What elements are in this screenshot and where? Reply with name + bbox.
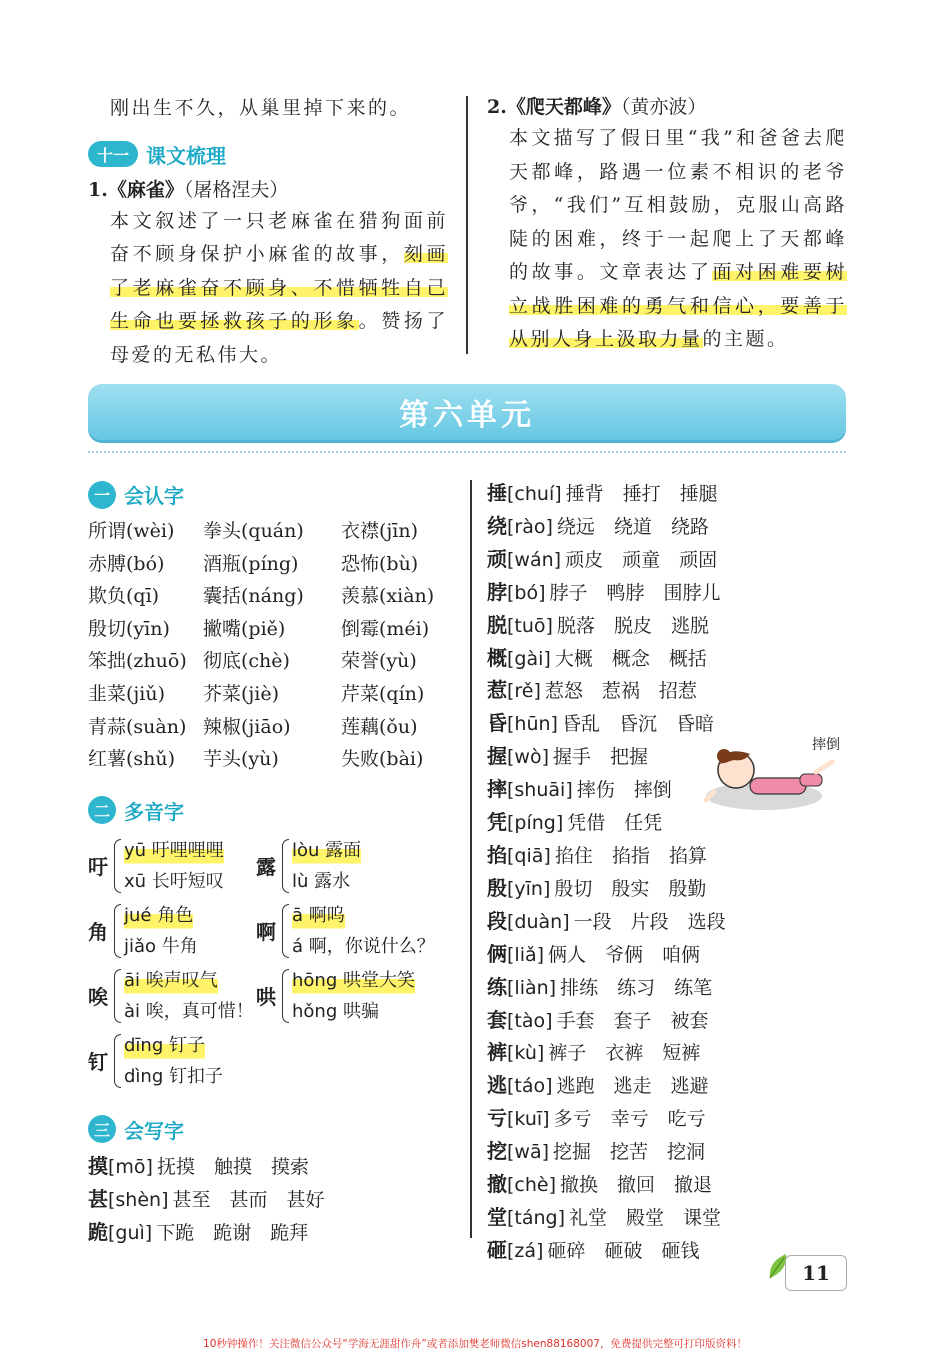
recognize-word: 所谓(wèi) (88, 520, 175, 542)
poly-reading-1: yū 吁哩哩哩 (124, 835, 224, 866)
vocab-pinyin: [liàn] (507, 976, 557, 999)
footer-notice: 10秒钟操作！关注微信公众号“学海无涯甜作舟”或者添加樊老师微信shen88168007，免费提供完整可打印版资料！ (203, 1338, 747, 1350)
vocab-pinyin: [chè] (507, 1174, 557, 1197)
recognize-word: 欺负(qī) (88, 585, 160, 608)
vocab-words: 多亏 幸亏 吃亏 (553, 1108, 706, 1131)
polyphonic-group (88, 965, 254, 1027)
poly-reading-1: lòu 露面 (292, 835, 361, 866)
poly-reading-2: lù 露水 (292, 870, 351, 892)
section-11-badge: 十一 (88, 141, 138, 167)
recognize-word: 韭菜(jiǔ) (88, 682, 166, 705)
recognize-word: 赤膊(bó) (88, 552, 165, 575)
poly-reading-2: ài 唉，真可惜！ (124, 1000, 254, 1022)
vocab-words: 捶背 捶打 捶腿 (565, 483, 718, 505)
vocab-pinyin: [duàn] (507, 910, 570, 933)
polyphonic-badge: 二 (88, 796, 116, 824)
dotted-divider (88, 451, 846, 453)
polyphonic-group (256, 900, 435, 962)
vocab-char: 砸 (487, 1237, 507, 1262)
vocab-char: 脖 (487, 579, 507, 604)
vocab-row (487, 1136, 847, 1169)
top-right-column (487, 92, 847, 357)
section-11-title: 课文梳理 (146, 143, 226, 168)
poly-reading-1: hōng 哄堂大笑 (292, 965, 415, 996)
intro-text: 刚出生不久，从巢里掉下来的。 (110, 97, 412, 119)
recognize-word: 殷切(yīn) (88, 617, 170, 640)
vocab-row (487, 478, 847, 511)
poly-char: 吁 (88, 855, 108, 880)
vocab-char: 捶 (487, 481, 507, 505)
vocab-char: 逃 (487, 1073, 507, 1098)
vocab-pinyin: [liǎ] (507, 943, 545, 966)
vocab-words: 甚至 甚而 甚好 (172, 1188, 325, 1211)
vocab-row (487, 1103, 847, 1136)
vocab-char: 跪 (88, 1219, 108, 1244)
vocab-char: 段 (487, 908, 507, 933)
poly-reading-1: jué 角色 (124, 900, 193, 931)
polyphonic-header (88, 796, 458, 825)
unit-title: 第六单元 (399, 398, 535, 433)
recognize-word: 芹菜(qín) (341, 682, 425, 705)
recognize-word: 衣襟(jīn) (341, 520, 419, 542)
unit-banner (88, 384, 846, 440)
vocab-pinyin: [táo] (507, 1075, 553, 1098)
vocab-row (487, 840, 847, 873)
recognize-word: 撇嘴(piě) (203, 617, 286, 640)
item1-text-2: 。赞扬了母爱的无私伟大。 (110, 310, 448, 366)
vocab-char: 挖 (487, 1139, 507, 1164)
vocab-row (487, 873, 847, 906)
vocab-words: 脖子 鸭脖 围脖儿 (549, 581, 721, 604)
vocab-pinyin: [táng] (507, 1206, 566, 1229)
vocab-pinyin: [wán] (507, 548, 562, 571)
recognize-word: 辣椒(jiāo) (203, 715, 291, 738)
recognize-badge: 一 (88, 481, 116, 509)
brace (282, 839, 289, 893)
item2-text-2: 的主题。 (702, 328, 789, 350)
vocab-words: 抚摸 触摸 摸索 (156, 1155, 309, 1178)
vocab-char: 裤 (487, 1040, 507, 1065)
polyphonic-title: 多音字 (124, 799, 184, 824)
vocab-char: 顽 (487, 546, 507, 571)
recognize-title: 会认字 (124, 484, 184, 508)
vocab-row (487, 1169, 847, 1202)
brace (114, 1034, 121, 1088)
recognize-word: 荣誉(yù) (341, 650, 417, 673)
vocab-words: 昏乱 昏沉 昏暗 (561, 713, 714, 736)
poly-reading-2: á 啊，你说什么？ (292, 935, 435, 957)
vocab-row (487, 610, 847, 643)
poly-reading-2: dìng 钉扣子 (124, 1065, 223, 1087)
vocab-pinyin: [rě] (507, 680, 541, 703)
vocab-char: 绕 (487, 513, 507, 538)
recognize-word: 红薯(shǔ) (88, 748, 176, 771)
write-title: 会写字 (124, 1118, 184, 1143)
vocab-pinyin: [píng] (507, 812, 564, 835)
vocab-char: 凭 (487, 810, 507, 835)
vocab-pinyin: [shuāi] (507, 779, 573, 802)
recognize-word: 芥菜(jiè) (203, 682, 280, 705)
polyphonic-group (88, 1030, 223, 1092)
recognize-word: 笨拙(zhuō) (88, 650, 187, 673)
vocab-char: 练 (487, 974, 507, 999)
section-11-header (88, 140, 448, 169)
recognize-grid (88, 517, 458, 774)
vocab-pinyin: [yīn] (507, 877, 551, 900)
vocab-words: 礼堂 殿堂 课堂 (569, 1206, 722, 1229)
poly-reading-2: jiǎo 牛角 (124, 935, 198, 957)
vocab-char: 甚 (88, 1186, 108, 1211)
poly-reading-1: āi 唉声叹气 (124, 965, 218, 996)
lower-right-column (487, 478, 847, 1268)
vocab-pinyin: [wā] (507, 1141, 550, 1164)
vocab-row (487, 906, 847, 939)
vocab-row (487, 675, 847, 708)
poly-char: 啊 (256, 920, 276, 945)
top-column-divider (466, 96, 468, 354)
vocab-pinyin: [zá] (507, 1239, 544, 1262)
vocab-words: 惹怒 惹祸 招惹 (544, 680, 697, 703)
brace (282, 904, 289, 958)
poly-reading-1: dīng 钉子 (124, 1030, 205, 1061)
vocab-char: 殷 (487, 875, 507, 900)
vocab-char: 握 (487, 744, 507, 769)
vocab-words: 凭借 任凭 (567, 812, 663, 835)
vocab-words: 掐住 掐指 掐算 (554, 844, 707, 867)
brace (282, 969, 289, 1023)
vocab-words: 大概 概念 概括 (554, 647, 707, 670)
vocab-pinyin: [wò] (507, 746, 549, 769)
vocab-row (487, 511, 847, 544)
item2-text-1: 本文描写了假日里“我”和爸爸去爬天都峰，路遇一位素不相识的老爷爷，“我们”互相鼓励，克服山高路陡的困难，终于一起爬上了天都峰的故事。文章表达了 (509, 127, 847, 283)
vocab-char: 掐 (487, 842, 507, 867)
recognize-word: 芋头(yù) (203, 748, 279, 771)
vocab-char: 摔 (487, 777, 507, 802)
poly-reading-1: ā 啊呜 (292, 900, 345, 931)
vocab-words: 脱落 脱皮 逃脱 (556, 614, 709, 637)
vocab-pinyin: [gài] (507, 647, 551, 670)
write-list-left (88, 1150, 458, 1249)
recognize-word: 酒瓶(píng) (203, 552, 299, 575)
page-number: 11 (785, 1255, 847, 1291)
vocab-words: 逃跑 逃走 逃避 (556, 1075, 709, 1098)
brace (114, 839, 121, 893)
vocab-char: 摸 (88, 1153, 108, 1178)
top-left-column (88, 92, 448, 372)
recognize-word: 倒霉(méi) (341, 617, 430, 640)
write-badge: 三 (88, 1115, 116, 1143)
vocab-words: 顽皮 顽童 顽固 (565, 548, 718, 571)
recognize-word: 莲藕(ǒu) (341, 715, 418, 738)
vocab-char: 堂 (487, 1204, 507, 1229)
item2-num: 2. (487, 96, 507, 118)
polyphonic-group (256, 835, 361, 897)
item2-summary (487, 122, 847, 357)
vocab-char: 惹 (487, 678, 507, 703)
item1-author: （屠格涅夫） (183, 178, 289, 201)
vocab-words: 手套 套子 被套 (556, 1009, 709, 1032)
poly-reading-2: hǒng 哄骗 (292, 1000, 379, 1022)
vocab-pinyin: [guì] (108, 1221, 153, 1244)
vocab-row (88, 1183, 458, 1216)
poly-char: 露 (256, 855, 276, 880)
polyphonic-group (256, 965, 415, 1027)
vocab-row (487, 939, 847, 972)
vocab-pinyin: [hūn] (507, 713, 558, 736)
poly-char: 哄 (256, 985, 276, 1010)
vocab-char: 套 (487, 1007, 507, 1032)
vocab-char: 概 (487, 645, 507, 670)
vocab-pinyin: [chuí] (507, 483, 562, 505)
polyphonic-block (88, 835, 458, 1105)
vocab-pinyin: [shèn] (108, 1188, 169, 1211)
vocab-row (487, 1037, 847, 1070)
polyphonic-group (88, 835, 224, 897)
vocab-words: 一段 片段 选段 (573, 910, 726, 933)
recognize-word: 恐怖(bù) (341, 552, 419, 575)
item1-summary (88, 205, 448, 373)
vocab-words: 绕远 绕道 绕路 (556, 515, 709, 538)
vocab-row (88, 1216, 458, 1249)
vocab-row (88, 1150, 458, 1183)
lower-left-column (88, 480, 458, 1249)
polyphonic-group (88, 900, 198, 962)
vocab-words: 握手 把握 (553, 746, 649, 769)
vocab-pinyin: [tuō] (507, 614, 553, 637)
brace (114, 969, 121, 1023)
item2-title (487, 92, 847, 122)
poly-char: 唉 (88, 985, 108, 1010)
vocab-words: 撤换 撤回 撤退 (560, 1174, 713, 1197)
vocab-row (487, 643, 847, 676)
vocab-char: 脱 (487, 612, 507, 637)
vocab-words: 摔伤 摔倒 (576, 779, 672, 802)
item1-title (88, 175, 448, 205)
vocab-words: 俩人 爷俩 咱俩 (548, 943, 701, 966)
recognize-word: 彻底(chè) (203, 650, 290, 673)
vocab-pinyin: [mō] (108, 1155, 153, 1178)
vocab-pinyin: [tào] (507, 1009, 553, 1032)
vocab-row (487, 1202, 847, 1235)
falling-girl-illustration (704, 734, 846, 816)
vocab-pinyin: [kù] (507, 1042, 545, 1065)
vocab-pinyin: [kuī] (507, 1108, 550, 1131)
vocab-words: 挖掘 挖苦 挖洞 (553, 1141, 706, 1164)
item1-highlight: 刻画了老麻雀奋不顾身、不惜牺牲自己生命也要拯救孩子的形象 (110, 243, 448, 332)
item1-name: 《麻雀》 (107, 178, 184, 201)
vocab-pinyin: [rào] (507, 515, 553, 538)
recognize-word: 羡慕(xiàn) (341, 585, 435, 608)
item2-author: （黄亦波） (620, 96, 707, 118)
vocab-row (487, 1070, 847, 1103)
bottom-column-divider (470, 480, 472, 1238)
vocab-char: 撤 (487, 1172, 507, 1197)
recognize-word: 青蒜(suàn) (88, 715, 187, 738)
poly-char: 钉 (88, 1050, 108, 1075)
vocab-words: 裤子 衣裤 短裤 (548, 1042, 701, 1065)
vocab-row (487, 544, 847, 577)
vocab-char: 亏 (487, 1106, 507, 1131)
vocab-pinyin: [qiā] (507, 844, 551, 867)
illustration-caption: 摔倒 (812, 737, 840, 753)
vocab-words: 下跪 跪谢 跪拜 (156, 1221, 309, 1244)
vocab-words: 排练 练习 练笔 (560, 976, 713, 999)
poly-reading-2: xū 长吁短叹 (124, 870, 224, 892)
vocab-row (487, 577, 847, 610)
vocab-pinyin: [bó] (507, 581, 546, 604)
item2-name: 《爬天都峰》 (506, 96, 621, 118)
recognize-word: 囊括(náng) (203, 585, 304, 608)
vocab-row (487, 1005, 847, 1038)
write-header (88, 1115, 458, 1144)
vocab-char: 昏 (487, 711, 507, 736)
recognize-header (88, 480, 458, 509)
vocab-words: 砸碎 砸破 砸钱 (547, 1239, 700, 1262)
poly-char: 角 (88, 920, 108, 945)
brace (114, 904, 121, 958)
item2-highlight: 面对困难要树立战胜困难的勇气和信心，要善于从别人身上汲取力量 (509, 261, 847, 350)
recognize-word: 失败(bài) (341, 748, 424, 771)
vocab-char: 俩 (487, 941, 507, 966)
vocab-row (487, 972, 847, 1005)
item1-num: 1. (88, 178, 108, 201)
vocab-words: 殷切 殷实 殷勤 (554, 877, 707, 900)
recognize-word: 拳头(quán) (203, 520, 304, 542)
item1-text-1: 本文叙述了一只老麻雀在猎狗面前奋不顾身保护小麻雀的故事， (110, 209, 448, 265)
